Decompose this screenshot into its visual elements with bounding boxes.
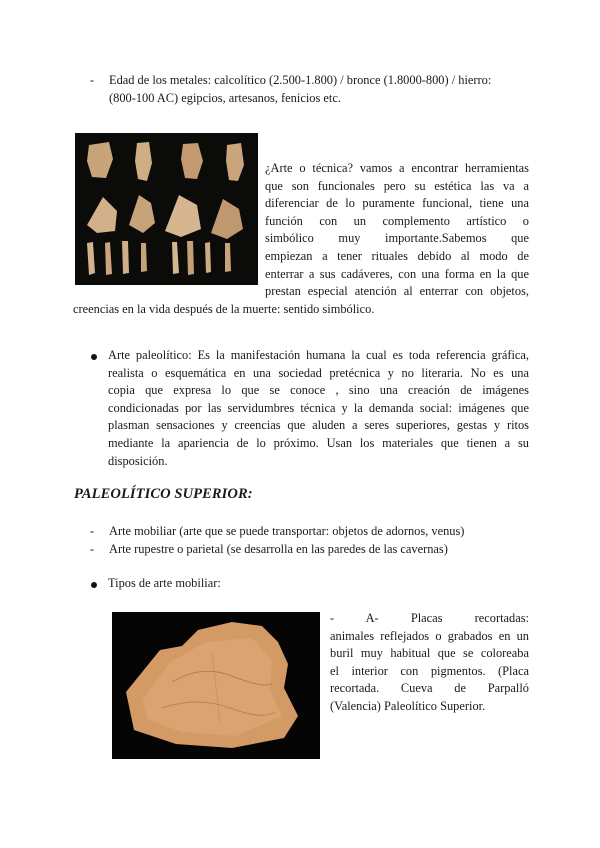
arte-tecnica-line-4: función con un complemento artístico o xyxy=(265,213,529,228)
section-heading: PALEOLÍTICO SUPERIOR: xyxy=(74,486,253,502)
arte-tecnica-line-3: diferenciar de lo puramente funcional, tiene una xyxy=(265,196,529,211)
bullet-marker xyxy=(91,582,97,588)
list-item-mobiliar: Arte mobiliar (arte que se puede transportar: objetos de adornos, venus) xyxy=(109,524,465,538)
arte-tecnica-line-5: simbólico muy importante.Sabemos que xyxy=(265,231,529,246)
arte-tecnica-line-1: ¿Arte o técnica? vamos a encontrar herramientas xyxy=(265,161,529,175)
paleolitico-line-7: disposición. xyxy=(108,453,168,468)
paleolitico-line-5: plasman sensaciones y creencias que aluden a seres superiores, gestas y ritos xyxy=(108,418,529,433)
placas-line-1: - A- Placas recortadas: xyxy=(330,611,529,625)
placas-paragraph xyxy=(330,610,529,716)
placas-line-5: recortada. Cueva de Parpalló xyxy=(330,681,529,696)
arte-tecnica-last-line xyxy=(73,301,533,319)
placas-line-2: animales reflejados o grabados en un xyxy=(330,628,529,643)
paleolitico-line-4: condicionadas por las servidumbres técnica y la demanda social: imágenes que xyxy=(108,400,529,415)
stone-tool xyxy=(187,241,194,275)
tipos-label: Tipos de arte mobiliar: xyxy=(108,576,221,590)
stone-tool xyxy=(225,243,231,272)
metals-paragraph xyxy=(109,72,529,107)
dash-marker: - xyxy=(90,542,95,556)
dash-marker: - xyxy=(90,73,95,87)
bullet-marker xyxy=(91,354,97,360)
list-item-rupestre: Arte rupestre o parietal (se desarrolla en las paredes de las cavernas) xyxy=(109,542,448,556)
arte-paleolitico-paragraph xyxy=(108,347,529,470)
arte-tecnica-line-6: empiezan a tener rituales debido al modo de xyxy=(265,248,529,263)
arte-tecnica-line-9: creencias en la vida después de la muerte: sentido simbólico. xyxy=(73,302,375,316)
placas-line-4: el interior con pigmentos. (Placa xyxy=(330,663,529,678)
arte-tecnica-paragraph xyxy=(265,160,529,301)
stone-tools-photo xyxy=(75,133,258,285)
stone-tool xyxy=(122,241,129,274)
stone-tool xyxy=(141,243,147,272)
arte-tecnica-line-8: prestan especial atención al enterrar con objetos, xyxy=(265,284,529,299)
stone-tool xyxy=(205,242,211,273)
dash-marker: - xyxy=(90,524,95,538)
placa-recortada-photo xyxy=(112,612,320,759)
paleolitico-line-3: copia que expresa lo que se conoce , sino una creación de imágenes xyxy=(108,383,529,398)
paleolitico-line-6: mediante la apariencia de lo próximo. Usan los materiales que tienen a su xyxy=(108,435,529,450)
metals-line-2: (800-100 AC) egipcios, artesanos, fenicios etc. xyxy=(109,90,341,105)
placas-line-3: buril muy habitual que se coloreaba xyxy=(330,646,529,661)
placas-line-6: (Valencia) Paleolítico Superior. xyxy=(330,698,486,713)
paleolitico-line-2: realista o esquemática en una sociedad pretécnica y no literaria. No es una xyxy=(108,365,529,380)
arte-tecnica-line-7: enterrar a sus cadáveres, con una forma en la que xyxy=(265,266,529,281)
paleolitico-line-1: Arte paleolítico: Es la manifestación humana la cual es toda referencia gráfica, xyxy=(108,348,529,362)
metals-line-1: Edad de los metales: calcolítico (2.500-1.800) / bronce (1.8000-800) / hierro: xyxy=(109,73,492,87)
arte-tecnica-line-2: que son funcionales pero su estética las va a xyxy=(265,178,529,193)
